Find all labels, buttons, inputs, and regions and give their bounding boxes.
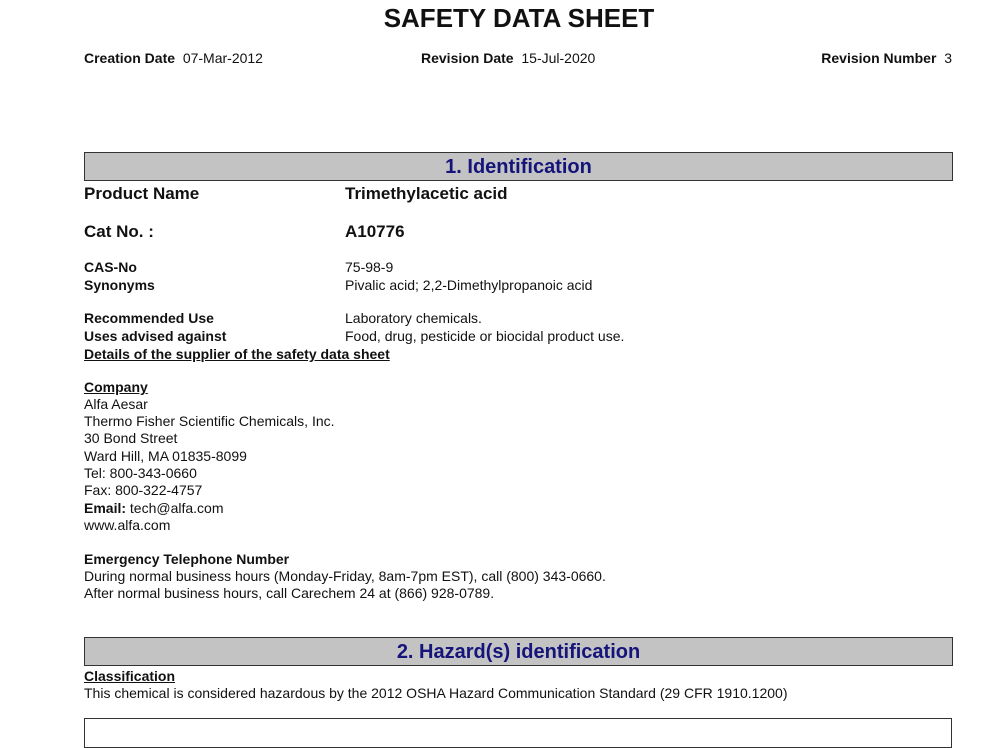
- cat-no-label: Cat No. :: [84, 222, 154, 241]
- company-line: Fax: 800-322-4757: [84, 482, 203, 498]
- company-line: 30 Bond Street: [84, 430, 178, 446]
- section-1-title: 1. Identification: [445, 156, 592, 178]
- revision-date: [421, 51, 595, 65]
- revision-number: [821, 51, 952, 65]
- uses-against-label: Uses advised against: [84, 328, 227, 344]
- classification-heading: Classification: [84, 668, 176, 684]
- company-line: Ward Hill, MA 01835-8099: [84, 448, 247, 464]
- product-name-value: Trimethylacetic acid: [345, 184, 508, 203]
- company-line: Thermo Fisher Scientific Chemicals, Inc.: [84, 413, 335, 429]
- uses-against-value: Food, drug, pesticide or biocidal product use.: [345, 328, 625, 344]
- cat-no-value: A10776: [345, 222, 405, 241]
- revision-number-label: Revision Number: [821, 50, 937, 66]
- revision-date-value: 15-Jul-2020: [521, 50, 596, 66]
- creation-date-label: Creation Date: [84, 50, 176, 66]
- section-2-title: 2. Hazard(s) identification: [396, 641, 641, 663]
- revision-number-value: 3: [944, 50, 952, 66]
- company-line: Tel: 800-343-0660: [84, 465, 197, 481]
- emergency-heading: Emergency Telephone Number: [84, 551, 290, 567]
- document-title: SAFETY DATA SHEET: [383, 3, 655, 33]
- company-email: [84, 501, 224, 515]
- classification-text: This chemical is considered hazardous by the 2012 OSHA Hazard Communication Standard (29 CFR 1910.1200): [84, 685, 788, 701]
- section-1-header: [84, 152, 953, 181]
- creation-date-value: 07-Mar-2012: [182, 50, 263, 66]
- cas-label: CAS-No: [84, 259, 137, 275]
- cas-value: 75-98-9: [345, 259, 394, 275]
- recommended-use-label: Recommended Use: [84, 310, 214, 326]
- supplier-heading: Details of the supplier of the safety data sheet: [84, 346, 390, 362]
- email-value[interactable]: tech@alfa.com: [129, 500, 224, 516]
- synonyms-label: Synonyms: [84, 277, 155, 293]
- section-2-header: [84, 637, 953, 666]
- classification-box: [84, 718, 952, 748]
- company-line: Alfa Aesar: [84, 396, 148, 412]
- recommended-use-value: Laboratory chemicals.: [345, 310, 482, 326]
- company-website[interactable]: www.alfa.com: [84, 517, 171, 533]
- emergency-line: During normal business hours (Monday-Friday, 8am-7pm EST), call (800) 343-0660.: [84, 568, 606, 584]
- email-label: Email:: [84, 500, 127, 516]
- product-name-label: Product Name: [84, 184, 200, 203]
- synonyms-value: Pivalic acid; 2,2-Dimethylpropanoic acid: [345, 277, 593, 293]
- revision-date-label: Revision Date: [421, 50, 514, 66]
- company-heading: Company: [84, 379, 148, 395]
- creation-date: [84, 51, 263, 65]
- emergency-line: After normal business hours, call Carechem 24 at (866) 928-0789.: [84, 585, 495, 601]
